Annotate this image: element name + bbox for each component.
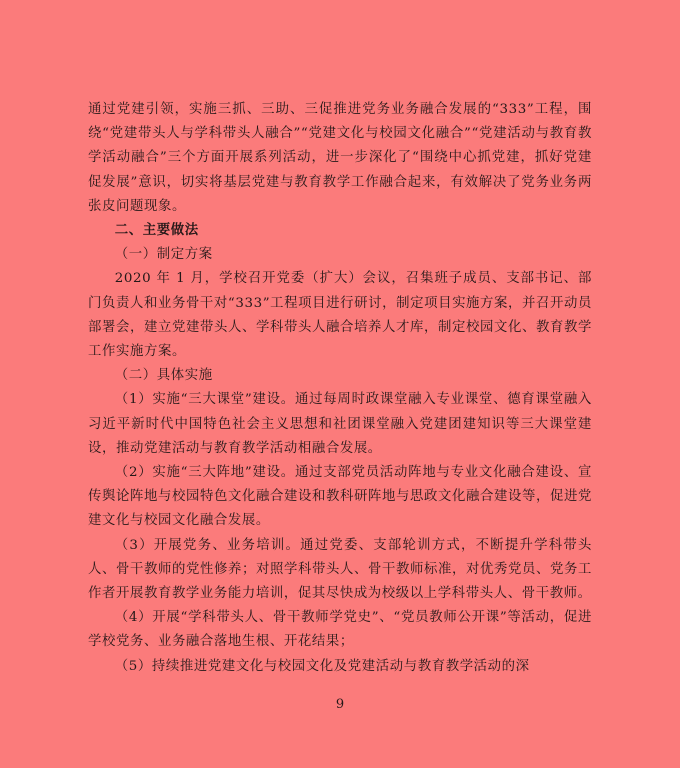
document-body: [88, 98, 592, 679]
implementation-item-2: （2）实施“三大阵地”建设。通过支部党员活动阵地与专业文化融合建设、宣传舆论阵地与校园特色文化融合建设和教科研阵地与思政文化融合建设等，促进党建文化与校园文化融合发展。: [88, 465, 592, 529]
plan-paragraph: 2020 年 1 月，学校召开党委（扩大）会议，召集班子成员、支部书记、部门负责人和业务骨干对“333”工程项目进行研讨，制定项目实施方案，并召开动员部署会，建立党建带头人、学科带头人融合培养人才库，制定校园文化、教育教学工作实施方案。: [88, 271, 592, 360]
implementation-item-1: （1）实施“三大课堂”建设。通过每周时政课堂融入专业课堂、德育课堂融入习近平新时代中国特色社会主义思想和社团课堂融入党建团建知识等三大课堂建设，推动党建活动与教育教学活动相融合发展。: [88, 392, 592, 456]
page-number: 9: [335, 697, 345, 712]
implementation-item-5: （5）持续推进党建文化与校园文化及党建活动与教育教学活动的深: [114, 658, 530, 674]
implementation-item-3: （3）开展党务、业务培训。通过党委、支部轮训方式，不断提升学科带头人、骨干教师的党性修养；对照学科带头人、骨干教师标准，对优秀党员、党务工作者开展教育教学业务能力培训，促其尽快成为校级以上学科带头人、骨干教师。: [88, 537, 592, 602]
implementation-item-4: （4）开展“学科带头人、骨干教师学党史”、“党员教师公开课”等活动，促进学校党务、业务融合落地生根、开花结果；: [88, 610, 592, 650]
subsection-heading-implementation: （二）具体实施: [114, 368, 213, 384]
section-heading-main-practices: 二、主要做法: [114, 223, 199, 239]
subsection-heading-plan: （一）制定方案: [114, 247, 213, 263]
intro-paragraph: 通过党建引领，实施三抓、三助、三促推进党务业务融合发展的“333”工程，围绕“党建带头人与学科带头人融合”“党建文化与校园文化融合”“党建活动与教育教学活动融合”三个方面开展系列活动，进一步深化了“围绕中心抓党建，抓好党建促发展”意识，切实将基层党建与教育教学工作融合起来，有效解决了党务业务两张皮问题现象。: [88, 102, 592, 214]
